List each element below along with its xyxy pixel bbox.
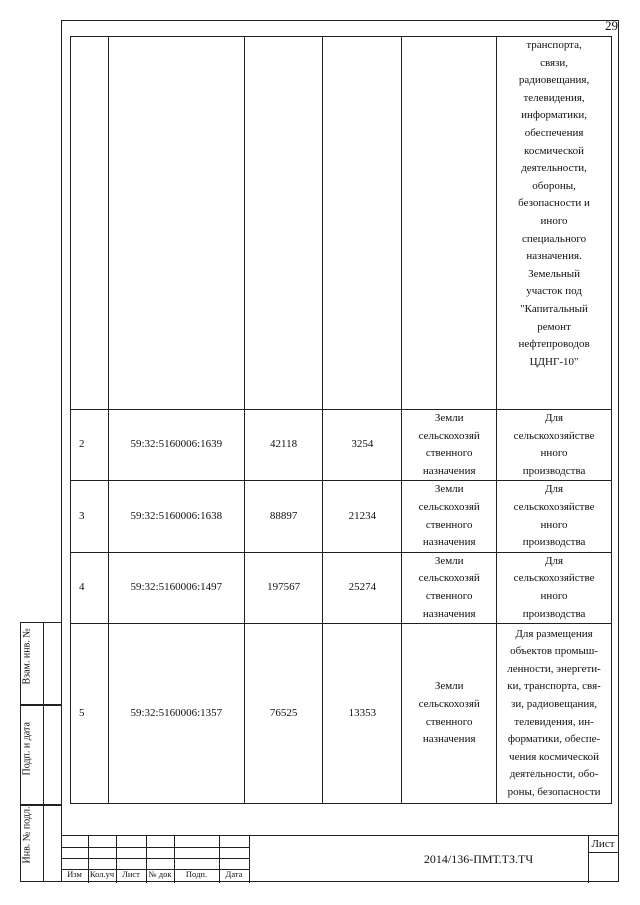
cell-category: Земли сельскохозяй ственного назначения (402, 410, 497, 481)
cell-use: Для размещения объектов промыш- ленности, энергети- ки, транспорта, свя- зи, радиовещания, телевидения, ин- форматики, обеспе- чения космической деятельности, обо- роны, безопасности (497, 624, 612, 804)
cell-cadastre: 59:32:5160006:1357 (108, 624, 244, 804)
side-divider (43, 622, 44, 882)
cell-use-continued: транспорта, связи, радиовещания, телевидения, информатики, обеспечения космической деятельности, обороны, безопасности и иного специального назначения. Земельный участок под "Капитальный ремонт нефтепроводов ЦДНГ-10" (497, 37, 612, 410)
side-label-inv: Инв. № подл. (21, 806, 33, 864)
title-block (61, 835, 619, 882)
cell-use: Для сельскохозяйстве нного производства (497, 552, 612, 623)
cell-number: 4 (71, 552, 109, 623)
cell-number: 2 (71, 410, 109, 481)
stamp-header: Изм (67, 869, 82, 879)
stamp-header: Кол.уч (89, 869, 115, 879)
document-code: 2014/136-ПМТ.ТЗ.ТЧ (423, 852, 534, 866)
table-row (71, 410, 612, 481)
stamp-header: № док (148, 869, 172, 879)
cell-cadastre: 59:32:5160006:1638 (108, 481, 244, 552)
cell-area-part: 13353 (323, 624, 402, 804)
table-row (71, 552, 612, 623)
stamp-header: Подп. (185, 869, 208, 879)
stamp-grid (61, 836, 249, 883)
table-row (71, 481, 612, 552)
cell-number: 3 (71, 481, 109, 552)
cell-cadastre: 59:32:5160006:1639 (108, 410, 244, 481)
stamp-header: Лист (122, 869, 140, 879)
cell-use: Для сельскохозяйстве нного производства (497, 481, 612, 552)
cell-cadastre: 59:32:5160006:1497 (108, 552, 244, 623)
cell-area-total: 76525 (244, 624, 323, 804)
page-number: 29 (605, 18, 618, 33)
land-plots-table (70, 36, 612, 804)
cell-category: Земли сельскохозяй ственного назначения (402, 624, 497, 804)
side-field-inv (20, 805, 62, 882)
cell-category: Земли сельскохозяй ственного назначения (402, 481, 497, 552)
cell-area-total: 88897 (244, 481, 323, 552)
cell-area-total: 197567 (244, 552, 323, 623)
cell-category: Земли сельскохозяй ственного назначения (402, 552, 497, 623)
stamp-header: Дата (225, 869, 243, 879)
cell-area-part: 3254 (323, 410, 402, 481)
side-field-podp (20, 705, 62, 805)
side-label-podp: Подп. и дата (21, 722, 33, 776)
sheet-label: Лист (591, 838, 615, 850)
cell-area-total: 42118 (244, 410, 323, 481)
side-field-vzam (20, 622, 62, 705)
table-row-continued (71, 37, 612, 410)
cell-use: Для сельскохозяйстве нного производства (497, 410, 612, 481)
table-row (71, 624, 612, 804)
side-label-vzam: Взам. инв. № (21, 628, 33, 685)
cell-area-part: 21234 (323, 481, 402, 552)
cell-area-part: 25274 (323, 552, 402, 623)
cell-number: 5 (71, 624, 109, 804)
